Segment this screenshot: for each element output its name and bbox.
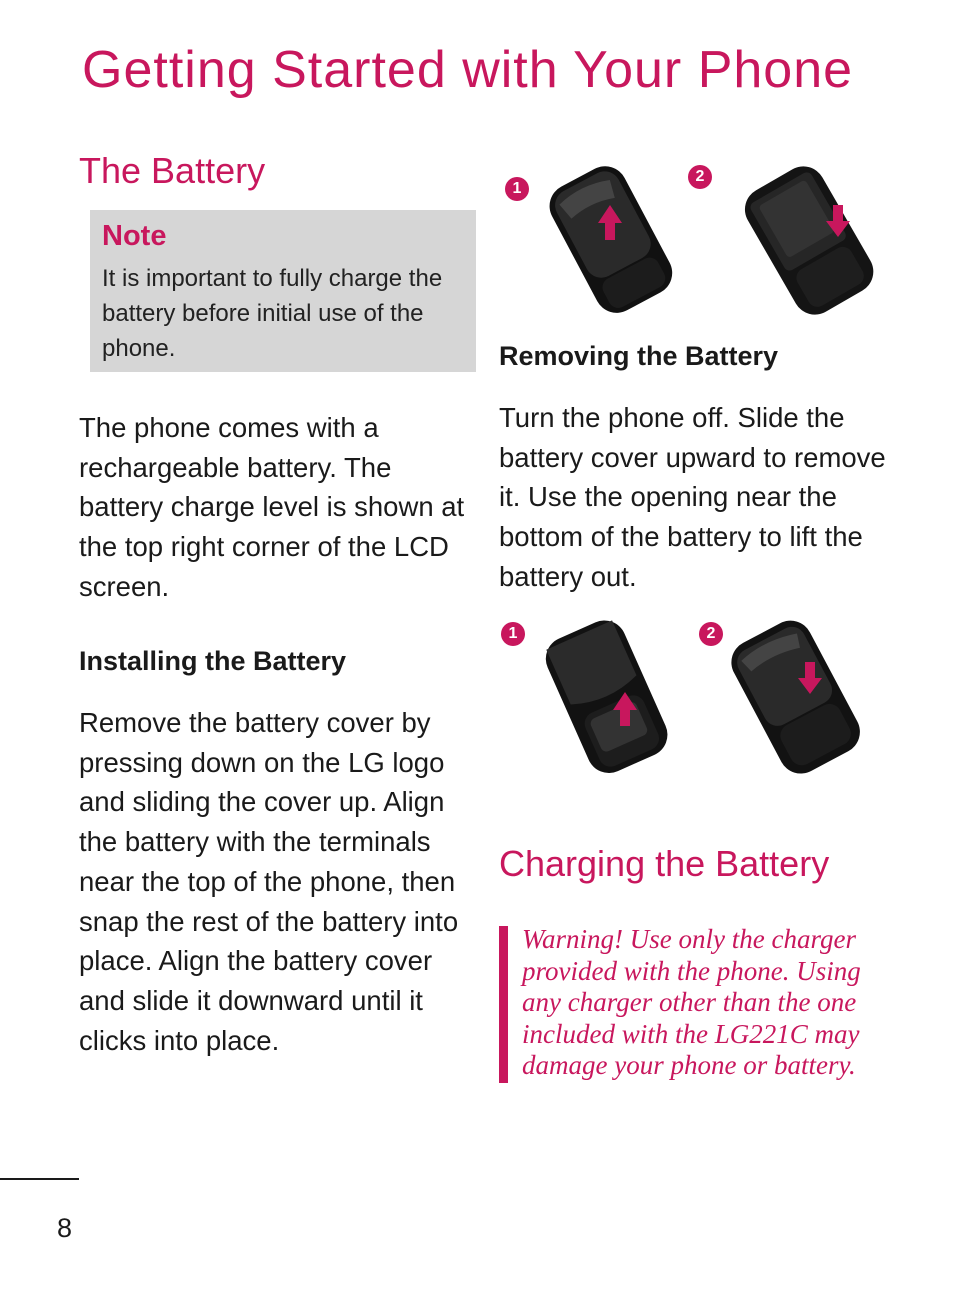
figure-install-cover-step2	[706, 620, 875, 780]
figure-remove-battery-step2	[695, 165, 890, 320]
page-number: 8	[57, 1213, 73, 1243]
page-title: Getting Started with Your Phone	[82, 41, 854, 99]
section-heading-battery: The Battery	[79, 150, 266, 191]
installing-text: Remove the battery cover by pressing down on the LG logo and sliding the cover up. Align the battery with the terminals near the top of the phone, then snap the rest of the battery into place. Align the battery cover and slide it downward until it clicks into place.	[79, 707, 459, 1056]
figure-install-battery-step1	[508, 620, 685, 780]
battery-intro-text: The phone comes with a rechargeable battery. The battery charge level is shown at the top right corner of the LCD screen.	[79, 412, 465, 602]
removing-text: Turn the phone off. Slide the battery cover upward to remove it. Use the opening near the bottom of the battery to lift the battery out.	[499, 402, 886, 592]
phone-cover-down-icon	[715, 620, 875, 775]
step-badge-2: 2	[688, 165, 712, 189]
footer-rule	[0, 1178, 79, 1180]
note-box	[90, 210, 476, 372]
warning-bar	[499, 926, 508, 1083]
removing-heading: Removing the Battery	[499, 341, 779, 371]
note-title: Note	[102, 220, 167, 252]
phone-cover-up-icon	[530, 165, 690, 315]
step-badge-1: 1	[505, 177, 529, 201]
step-badge-2b: 2	[699, 622, 723, 646]
warning-text: Warning! Use only the charger provided with the phone. Using any charger other than the one included with the LG221C may damage your phone or battery.	[522, 924, 861, 1080]
section-heading-charging: Charging the Battery	[499, 843, 830, 884]
phone-battery-in-icon	[525, 620, 685, 775]
phone-battery-out-icon	[730, 165, 890, 315]
figure-remove-cover-step1	[512, 165, 690, 320]
note-text: It is important to fully charge the battery before initial use of the phone.	[102, 265, 443, 362]
installing-heading: Installing the Battery	[79, 646, 347, 676]
step-badge-1b: 1	[501, 622, 525, 646]
